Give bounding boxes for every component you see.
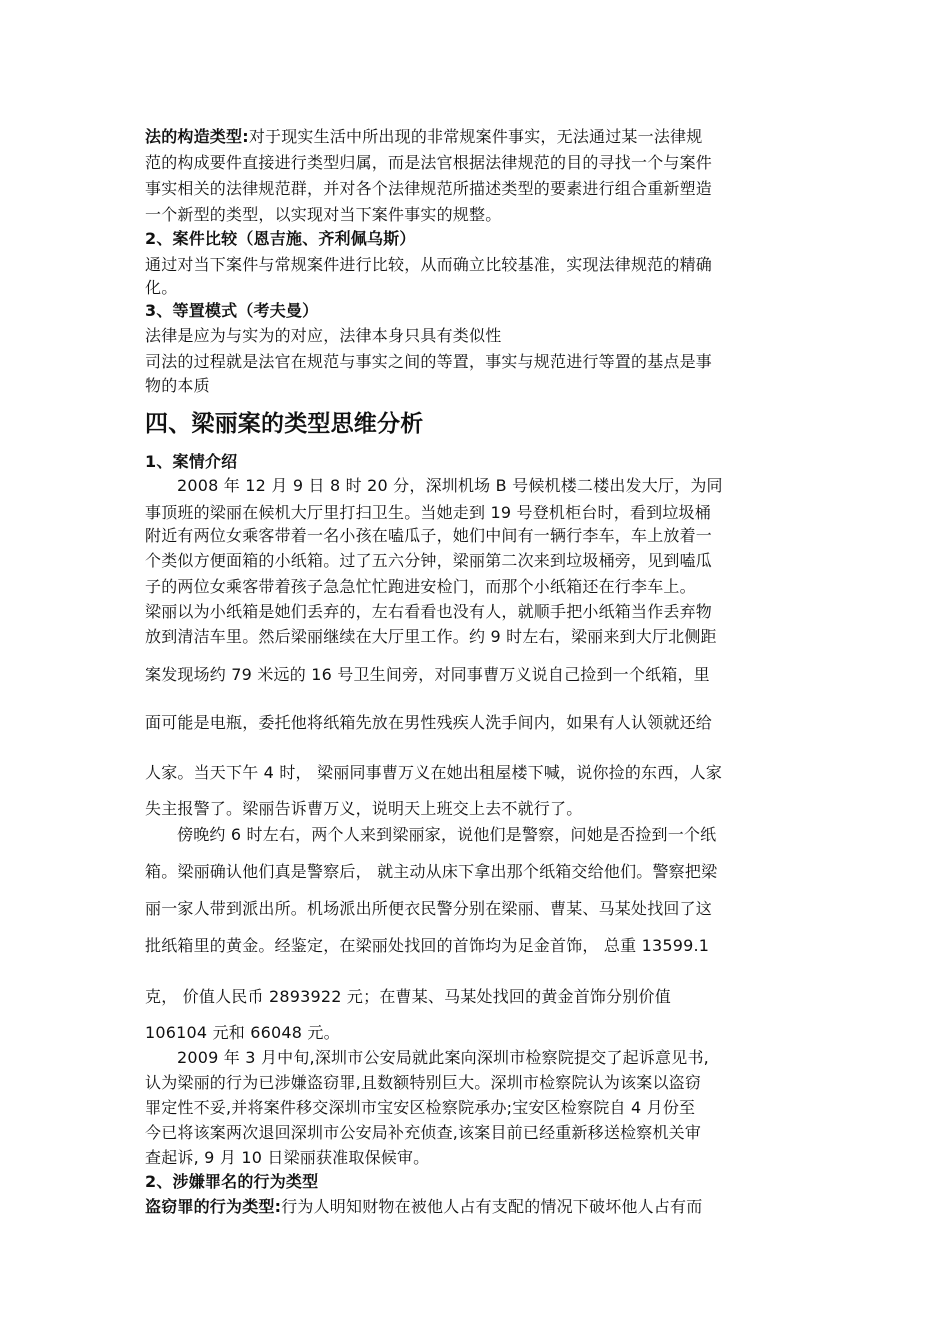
subheading: 2、案件比较（恩吉施、齐利佩乌斯） [145,229,416,248]
paragraph-line: 附近有两位女乘客带着一名小孩在嗑瓜子，她们中间有一辆行李车，车上放着一 [145,526,713,545]
paragraph-line [145,125,702,149]
paragraph-line: 今已将该案两次退回深圳市公安局补充侦查,该案目前已经重新移送检察机关审 [145,1123,702,1142]
paragraph-line: 丽一家人带到派出所。机场派出所便衣民警分别在梁丽、曹某、马某处找回了这 [145,899,713,918]
term-label: 盗窃罪的行为类型: [145,1197,282,1216]
paragraph-line: 罪定性不妥,并将案件移交深圳市宝安区检察院承办;宝安区检察院自 4 月份至 [145,1098,696,1117]
paragraph-line: 箱。梁丽确认他们真是警察后， 就主动从床下拿出那个纸箱交给他们。警察把梁 [145,862,718,881]
paragraph-line: 2008 年 12 月 9 日 8 时 20 分，深圳机场 B 号候机楼二楼出发大厅，为同 [177,476,723,495]
section-heading: 四、梁丽案的类型思维分析 [145,411,424,437]
paragraph-text: 对于现实生活中所出现的非常规案件事实，无法通过某一法律规 [248,127,703,146]
paragraph-line: 认为梁丽的行为已涉嫌盗窃罪,且数额特别巨大。深圳市检察院认为该案以盗窃 [145,1073,702,1092]
paragraph-line: 106104 元和 66048 元。 [145,1023,340,1042]
paragraph-line: 化。 [145,278,178,297]
paragraph-line: 查起诉, 9 月 10 日梁丽获准取保候审。 [145,1148,430,1167]
paragraph-text: 行为人明知财物在被他人占有支配的情况下破坏他人占有而 [281,1197,703,1216]
paragraph-line: 一个新型的类型，以实现对当下案件事实的规整。 [145,205,502,224]
paragraph-line: 事实相关的法律规范群，并对各个法律规范所描述类型的要素进行组合重新塑造 [145,179,713,198]
subheading: 2、涉嫌罪名的行为类型 [145,1172,319,1191]
paragraph-line: 子的两位女乘客带着孩子急急忙忙跑进安检门，而那个小纸箱还在行李车上。 [145,577,696,596]
paragraph-line: 放到清洁车里。然后梁丽继续在大厅里工作。约 9 时左右，梁丽来到大厅北侧距 [145,627,717,646]
paragraph-line: 面可能是电瓶，委托他将纸箱先放在男性残疾人洗手间内，如果有人认领就还给 [145,713,713,732]
paragraph-line: 梁丽以为小纸箱是她们丢弃的，左右看看也没有人，就顺手把小纸箱当作丢弃物 [145,602,713,621]
paragraph-line: 人家。当天下午 4 时， 梁丽同事曹万义在她出租屋楼下喊，说你捡的东西，人家 [145,763,723,782]
subheading: 3、等置模式（考夫曼） [145,301,319,320]
paragraph-line: 司法的过程就是法官在规范与事实之间的等置，事实与规范进行等置的基点是事 [145,352,713,371]
paragraph-line: 失主报警了。梁丽告诉曹万义，说明天上班交上去不就行了。 [145,799,583,818]
subheading: 1、案情介绍 [145,452,238,471]
paragraph-line: 个类似方便面箱的小纸箱。过了五六分钟，梁丽第二次来到垃圾桶旁，见到嗑瓜 [145,551,713,570]
term-label: 法的构造类型: [145,127,249,146]
paragraph-line: 2009 年 3 月中旬,深圳市公安局就此案向深圳市检察院提交了起诉意见书, [177,1048,709,1067]
paragraph-line [145,1195,702,1219]
paragraph-line: 范的构成要件直接进行类型归属，而是法官根据法律规范的目的寻找一个与案件 [145,153,713,172]
paragraph-line: 事顶班的梁丽在候机大厅里打扫卫生。当她走到 19 号登机柜台时，看到垃圾桶 [145,503,711,522]
paragraph-line: 通过对当下案件与常规案件进行比较，从而确立比较基准，实现法律规范的精确 [145,255,713,274]
paragraph-line: 案发现场约 79 米远的 16 号卫生间旁，对同事曹万义说自己捡到一个纸箱，里 [145,665,710,684]
paragraph-line: 法律是应为与实为的对应，法律本身只具有类似性 [145,326,502,345]
paragraph-line: 克， 价值人民币 2893922 元；在曹某、马某处找回的黄金首饰分别价值 [145,987,671,1006]
paragraph-line: 傍晚约 6 时左右，两个人来到梁丽家，说他们是警察，问她是否捡到一个纸 [177,825,717,844]
paragraph-line: 物的本质 [145,376,210,395]
paragraph-line: 批纸箱里的黄金。经鉴定，在梁丽处找回的首饰均为足金首饰， 总重 13599.1 [145,936,710,955]
